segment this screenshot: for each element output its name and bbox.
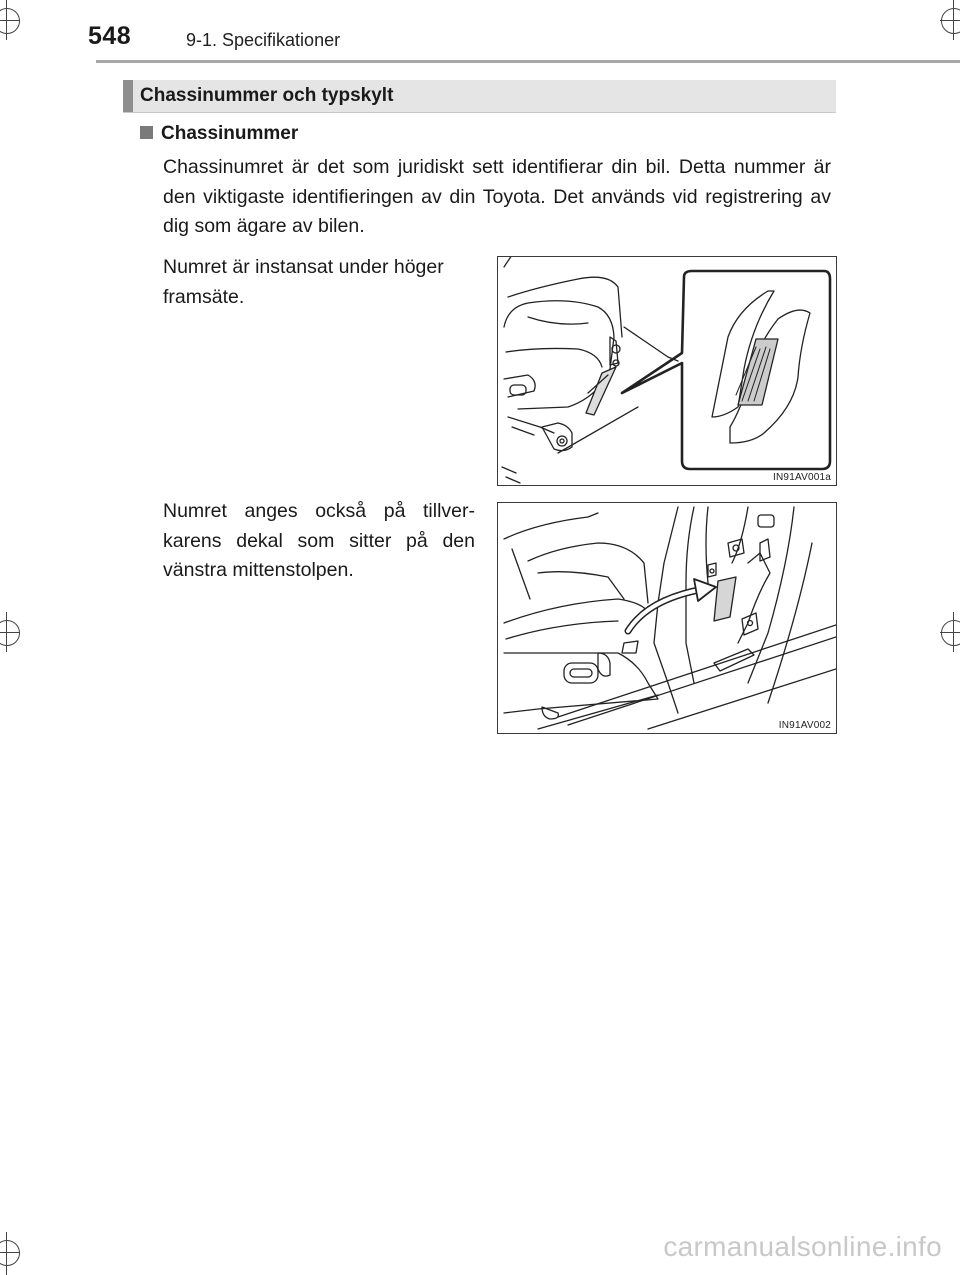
watermark: carmanualsonline.info — [663, 1231, 942, 1262]
section-heading-text: Chassinummer och typskylt — [140, 85, 394, 106]
figure-code: IN91AV002 — [778, 720, 831, 731]
figure-pillar-label-location — [497, 502, 837, 734]
heading-accent-bar — [123, 80, 133, 112]
figure-code: IN91AV001a — [773, 472, 831, 483]
section-title: 9-1. Specifikationer — [186, 30, 341, 50]
figure-seat-vin-location — [497, 256, 837, 486]
page-number: 548 — [88, 22, 132, 50]
section-heading — [123, 80, 836, 113]
pillar-illustration — [498, 503, 836, 733]
header-rule — [96, 60, 960, 63]
square-bullet-icon — [140, 126, 153, 139]
subsection-heading — [140, 123, 298, 145]
seat-illustration — [498, 257, 836, 485]
subsection-body: Chassinumret är det som juridiskt sett identifierar din bil. Detta nummer är den viktigaste identifieringen av din Toyota. Det används vid registrering av dig som ägare av bilen. — [163, 156, 831, 237]
item-text-2: Numret anges också på tillver-karens dekal som sitter på den vänstra mittenstolpen. — [163, 500, 475, 581]
item-text-1: Numret är instansat under höger framsäte. — [163, 256, 444, 308]
subsection-title: Chassinummer — [161, 123, 299, 144]
